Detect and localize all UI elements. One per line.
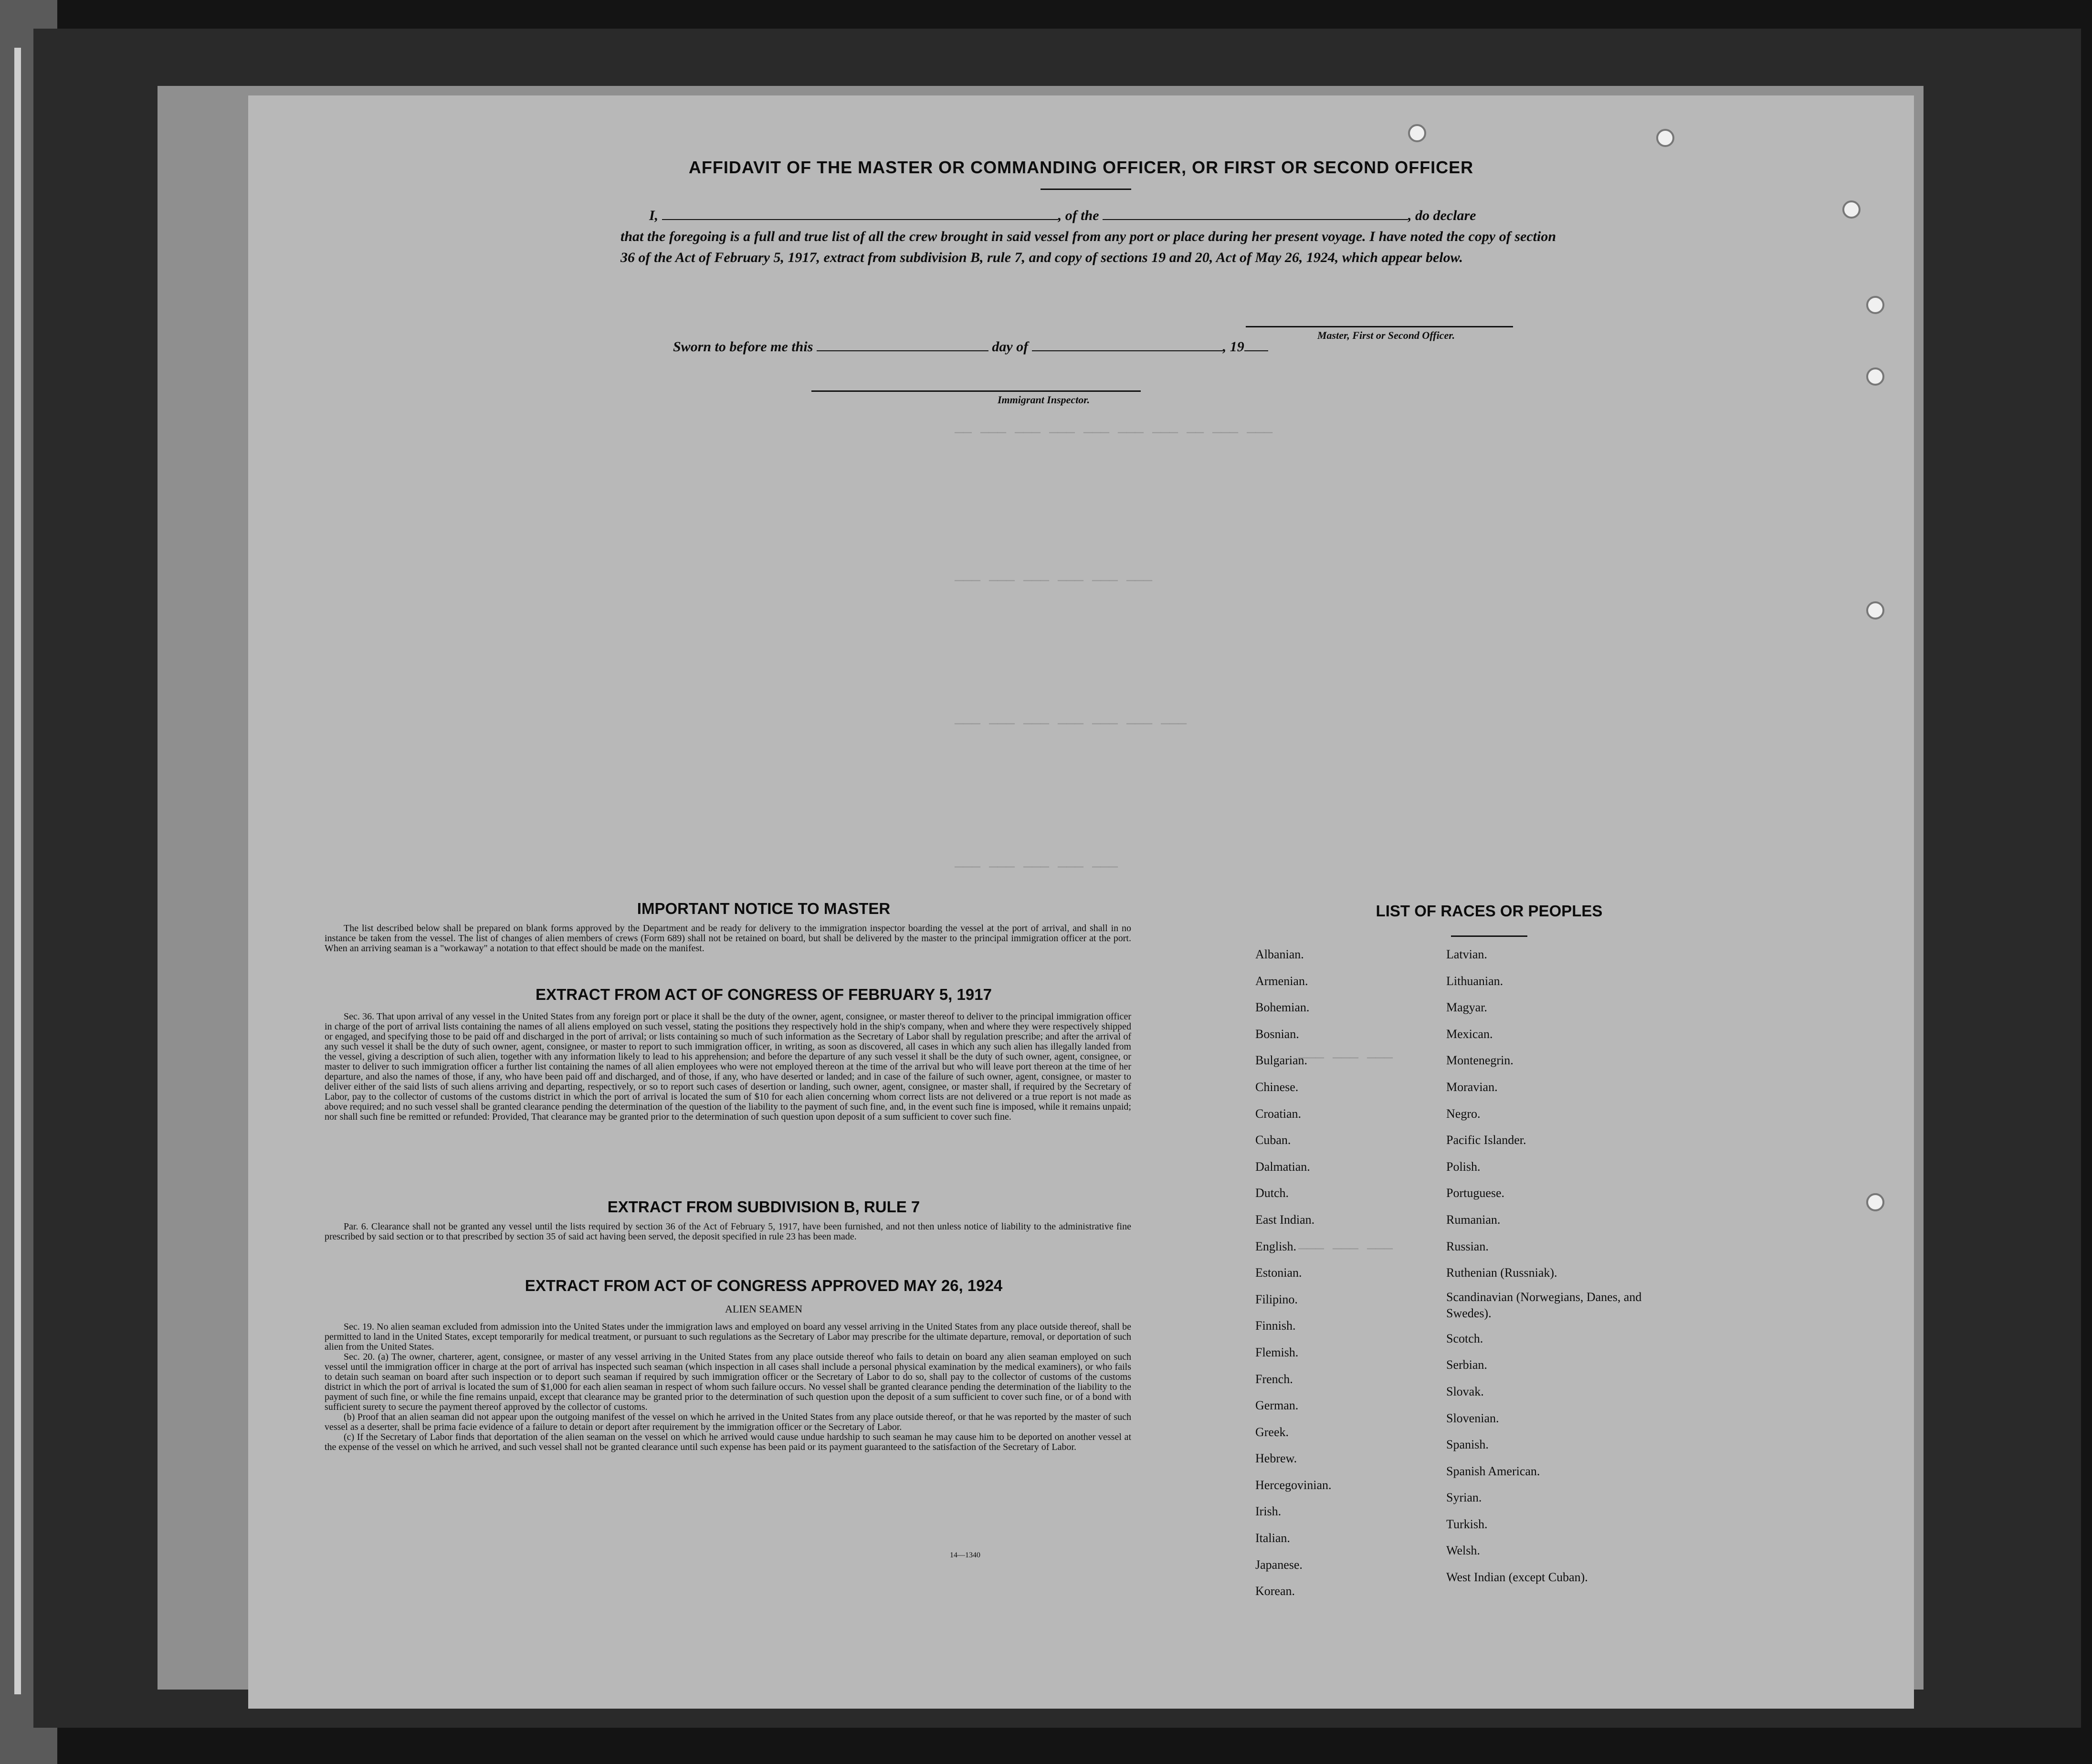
race-item: Korean. [1255,1584,1295,1598]
document-page [248,95,1914,1709]
race-item: Rumanian. [1446,1212,1501,1227]
race-item: Japanese. [1255,1557,1303,1572]
race-item: Welsh. [1446,1544,1480,1558]
race-item: Armenian. [1255,974,1308,988]
race-item: Hebrew. [1255,1451,1297,1466]
race-item: Bosnian. [1255,1027,1299,1041]
binder-strip [14,48,21,1694]
race-item: Scandinavian (Norwegians, Danes, and Swedes). [1446,1290,1642,1320]
races-title-rule [1451,935,1527,937]
punch-hole [1866,368,1884,386]
affidavit-text [620,205,1556,268]
race-item: Dalmatian. [1255,1159,1310,1174]
extract-rule7-body [325,1222,1131,1242]
race-item: Spanish American. [1446,1464,1540,1478]
extract-1917-body [325,1012,1131,1122]
declaration-line [620,205,1556,226]
races-list-left [1255,941,1332,1605]
race-item: Negro. [1446,1106,1481,1121]
race-item: Spanish. [1446,1438,1489,1452]
race-item: Polish. [1446,1159,1481,1174]
race-item: French. [1255,1372,1293,1386]
sworn-month-field[interactable] [1032,340,1223,351]
race-item: Croatian. [1255,1106,1302,1121]
sworn-day-field[interactable] [817,340,988,351]
race-item: Albanian. [1255,947,1304,961]
race-item: English. [1255,1239,1296,1253]
notice-title: IMPORTANT NOTICE TO MASTER [637,900,891,917]
vessel-label: , of the [1058,208,1099,223]
races-list-right [1446,941,1647,1591]
race-item: Portuguese. [1446,1186,1505,1200]
race-item: Bulgarian. [1255,1053,1308,1068]
inspector-signature-field[interactable] [811,390,1141,392]
race-item: East Indian. [1255,1212,1315,1227]
sworn-label: Sworn to before me this [673,339,813,355]
race-item: German. [1255,1398,1299,1413]
punch-hole [1408,124,1426,142]
day-of-label: day of [992,339,1029,355]
bleed-through-text: ——— ——— ——— ——— ——— ——— ——— [955,716,1187,732]
race-item: Slovenian. [1446,1411,1499,1425]
race-item: Lithuanian. [1446,974,1503,988]
bleed-through-text: ——— ——— ——— ——— ——— [955,859,1118,875]
bleed-through-text: ——— ——— ——— ——— ——— ——— [955,573,1153,589]
race-item: Dutch. [1255,1186,1289,1200]
race-item: Cuban. [1255,1133,1291,1147]
race-item: Serbian. [1446,1358,1487,1372]
declare-label: , do declare [1408,208,1476,223]
affidavit-body: that the foregoing is a full and true list of all the crew brought in said vessel from any port or place during her present voyage. I have noted the copy of section 36 of the Act of February 5, 1917, extract from subdivision B, rule 7, and copy of sections 19 and 20, Act of May 26, 1924, which appear below. [620,229,1556,265]
master-signature-caption: Master, First or Second Officer. [1317,329,1455,341]
notice-paragraph: The list described below shall be prepared on blank forms approved by the Department and be ready for delivery to the immigration inspector boarding the vessel at the port of arrival, and shall in no instance be taken from the vessel. The list of changes of alien members of crews (Form 689) shall not be retained on board, but shall be delivered by the master to the principal immigration officer at the port. When an arriving seaman is a "workaway" a notation to that effect should be made on the manifest. [325,923,1131,954]
section-36-paragraph: Sec. 36. That upon arrival of any vessel in the United States from any foreign port or place it shall be the duty of the owner, agent, consignee, or master thereof to deliver to the principal immigration officer in charge of the port of arrival lists containing the names of all aliens employed on such vessel, stating the positions they respectively hold in the ship's company, when and where they were respectively shipped or engaged, and specifying those to be paid off and discharged in the port of arrival; or lists containing so much of such information as the Secretary of Labor shall by regulation prescribe; and after the arrival of any such vessel it shall be the duty of such owner, agent, consignee, or master to report to such immigration officer, in writing, as soon as discovered, all cases in which any such alien has illegally landed from the vessel, giving a description of such alien, together with any information likely to lead to his apprehension; and before the departure of any such vessel it shall be the duty of such owner, agent, consignee, or master to deliver to such immigration officer a further list containing the names of all alien employees who were not employed thereon at the time of the arrival but who will leave port thereon at the time of her departure, and also the names of those, if any, who have been paid off and discharged, and of those, if any, who have deserted or landed; and in case of the failure of such owner, agent, consignee, or master to deliver either of the said lists of such aliens arriving and departing, respectively, or so to report such cases of desertion or landing, such owner, agent, consignee, or master shall, if required by the Secretary of Labor, pay to the collector of customs of the customs district in which the port of arrival is located the sum of $10 for each alien concerning whom correct lists are not delivered or a true report is not made as above required; and no such vessel shall be granted clearance pending the determination of the question of the liability to the payment of such fine, and, in the event such fine is imposed, while it remains unpaid; nor shall such fine be remitted or refunded: Provided, That clearance may be granted prior to the determination of such question upon deposit of a sum sufficient to cover such fine. [325,1011,1131,1122]
sworn-year-field[interactable] [1244,340,1268,351]
bleed-through-text: ——— ——— ——— [1298,1050,1393,1066]
punch-hole [1866,1193,1884,1211]
extract-1924-body [325,1322,1131,1452]
affidavit-title: AFFIDAVIT OF THE MASTER OR COMMANDING OFFICER, OR FIRST OR SECOND OFFICER [688,158,1474,177]
declarant-name-field[interactable] [662,209,1058,220]
alien-seamen-subtitle: ALIEN SEAMEN [725,1303,802,1315]
section-19-paragraph: Sec. 19. No alien seaman excluded from admission into the United States under the immigration laws and employed on board any vessel arriving in the United States from any place outside thereof, shall be permitted to land in the United States, except temporarily for medical treatment, or pursuant to such regulations as the Secretary of Labor may prescribe for the ultimate departure, removal, or deportation of such alien from the United States. [325,1322,1131,1352]
inspector-caption: Immigrant Inspector. [998,394,1090,406]
race-item: Bohemian. [1255,1000,1310,1015]
punch-hole [1866,601,1884,620]
race-item: Syrian. [1446,1491,1482,1505]
par-6-paragraph: Par. 6. Clearance shall not be granted any vessel until the lists required by section 36 of the Act of February 5, 1917, have been furnished, and not then unless notice of liability to the administrative fine prescribed by said section or to that prescribed by section 35 of said act having been served, the deposit specified in rule 23 has been made. [325,1221,1131,1242]
bleed-through-text: ——— ——— ——— [1298,1241,1393,1257]
race-item: Pacific Islander. [1446,1133,1526,1147]
punch-hole [1842,200,1861,219]
race-item: Mexican. [1446,1027,1493,1041]
declarant-label: I, [649,208,659,223]
race-item: Filipino. [1255,1292,1298,1306]
race-item: Turkish. [1446,1517,1488,1531]
race-item: Ruthenian (Russniak). [1446,1266,1557,1280]
section-20a-paragraph: Sec. 20. (a) The owner, charterer, agent, consignee, or master of any vessel arriving in the United States from any place outside thereof who fails to detain on board any alien seaman employed on such vessel until the immigration officer in charge at the port of arrival has inspected such seaman (which inspection in all cases shall include a personal physical examination by the medical examiners), or who fails to detain such seaman on board after such inspection or to deport such seaman if required by such immigration officer or the Secretary of Labor to do so, shall pay to the collector of customs of the customs district in which the port of arrival is located the sum of $1,000 for each alien seaman in respect of whom such failure occurs. No vessel shall be granted clearance pending the determination of the liability to the payment of such fine, or while the fine remains unpaid, except that clearance may be granted prior to the determination of such question upon the deposit of a sum sufficient to cover such fine, or of a bond with sufficient surety to secure the payment thereof approved by the collector of customs. [325,1352,1131,1412]
race-item: Hercegovinian. [1255,1478,1332,1492]
race-item: Russian. [1446,1239,1489,1253]
race-item: Latvian. [1446,947,1487,961]
notice-body [325,924,1131,954]
extract-1917-title: EXTRACT FROM ACT OF CONGRESS OF FEBRUARY 5, 1917 [536,986,992,1003]
year-label: , 19 [1222,339,1244,355]
race-item: Chinese. [1255,1080,1299,1094]
race-item: Moravian. [1446,1080,1498,1094]
section-20c-paragraph: (c) If the Secretary of Labor finds that deportation of the alien seaman on the vessel on which he arrived would cause undue hardship to such seaman he may cause him to be deported on another vessel at the expense of the vessel on which he arrived, and such vessel shall not be granted clearance until such expense has been paid or its payment guaranteed to the satisfaction of the Secretary of Labor. [325,1432,1131,1452]
master-signature-field[interactable] [1246,326,1513,327]
form-number: 14—1340 [950,1551,980,1559]
bleed-through-text: —— ——— ——— ——— ——— ——— ——— —— ——— ——— [955,425,1273,441]
race-item: Finnish. [1255,1319,1296,1333]
race-item: Scotch. [1446,1331,1483,1345]
vessel-name-field[interactable] [1103,209,1408,220]
races-title: LIST OF RACES OR PEOPLES [1376,902,1603,920]
punch-hole [1656,129,1674,147]
title-rule [1041,189,1131,190]
punch-hole [1866,296,1884,314]
race-item: Italian. [1255,1531,1290,1545]
extract-1924-title: EXTRACT FROM ACT OF CONGRESS APPROVED MAY 26, 1924 [525,1277,1003,1294]
race-item: Slovak. [1446,1384,1484,1398]
race-item: Magyar. [1446,1000,1487,1015]
race-item: Estonian. [1255,1266,1302,1280]
race-item: Irish. [1255,1504,1282,1519]
race-item: Flemish. [1255,1345,1299,1359]
section-20b-paragraph: (b) Proof that an alien seaman did not appear upon the outgoing manifest of the vessel on which he arrived in the United States from any place outside thereof, or that he was reported by the master of such vessel as a deserter, shall be prima facie evidence of a failure to detain or deport after requirement by the immigration officer or the Secretary of Labor. [325,1412,1131,1432]
race-item: Montenegrin. [1446,1053,1514,1068]
race-item: West Indian (except Cuban). [1446,1570,1588,1585]
sworn-line [673,339,1268,355]
race-item: Greek. [1255,1425,1289,1439]
extract-rule7-title: EXTRACT FROM SUBDIVISION B, RULE 7 [607,1198,920,1216]
